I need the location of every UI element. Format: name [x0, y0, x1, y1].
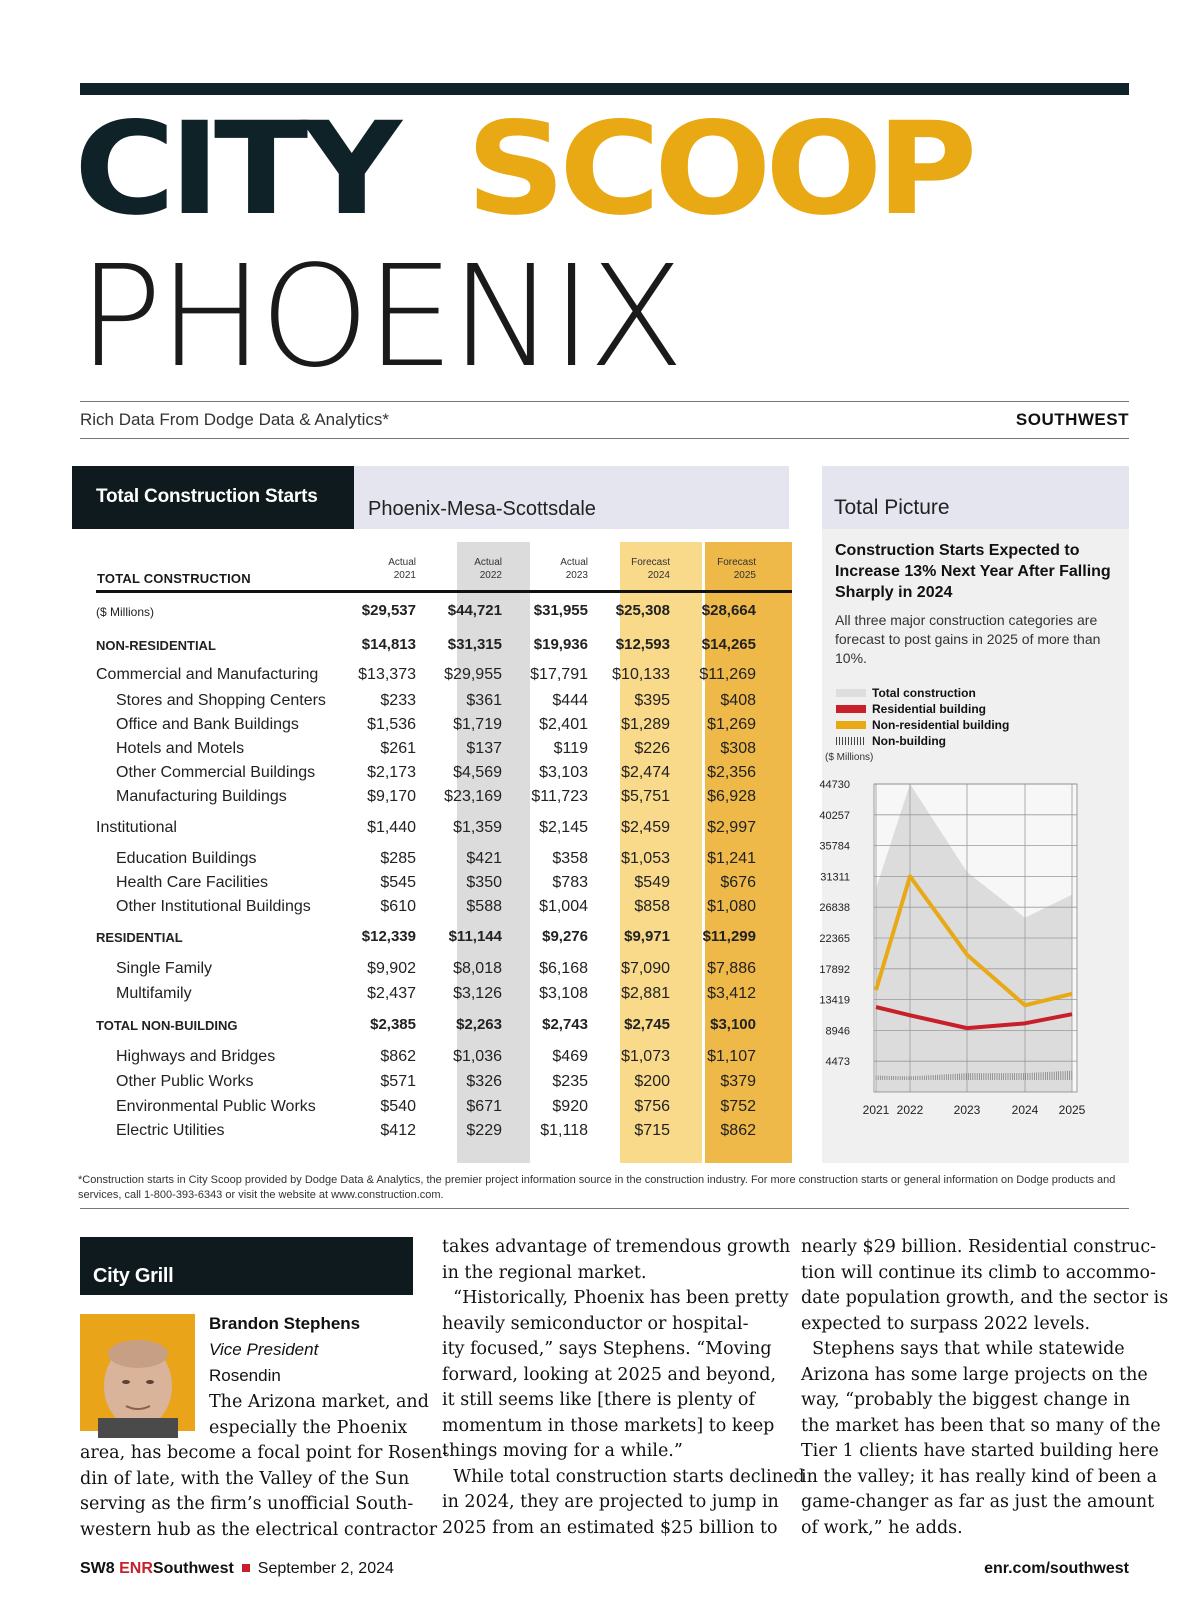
- legend-label: Non-residential building: [872, 718, 1010, 732]
- row-label: Other Institutional Buildings: [116, 898, 311, 915]
- cell-value: $326: [466, 1073, 502, 1090]
- cell-value: $44,721: [447, 602, 502, 619]
- cell-value: $395: [634, 692, 670, 709]
- y-tick-label: 31311: [820, 871, 850, 884]
- cell-value: $229: [466, 1122, 502, 1139]
- cell-value: $31,315: [447, 636, 502, 653]
- cell-value: $25,308: [615, 602, 670, 619]
- cell-value: $862: [380, 1048, 416, 1065]
- table-row: [96, 666, 792, 688]
- row-label: Other Public Works: [116, 1073, 254, 1090]
- cell-value: $1,080: [707, 898, 756, 915]
- article-line: heavily semiconductor or hospital-: [442, 1313, 749, 1334]
- article-line: momentum in those markets] to keep: [442, 1415, 775, 1436]
- table-row: [96, 692, 792, 714]
- footer-folio: [80, 1560, 394, 1578]
- legend-label: Residential building: [872, 702, 987, 716]
- table-row: [96, 850, 792, 872]
- cell-value: $13,373: [358, 666, 416, 683]
- total-picture-header: [822, 466, 1129, 529]
- cell-value: $9,170: [367, 788, 416, 805]
- cell-value: $29,537: [361, 602, 416, 619]
- cell-value: $3,126: [453, 985, 502, 1002]
- cell-value: $19,936: [533, 636, 588, 653]
- cell-value: $1,107: [707, 1048, 756, 1065]
- row-label: Manufacturing Buildings: [116, 788, 287, 805]
- row-label: NON-RESIDENTIAL: [96, 638, 216, 653]
- article-line: date population growth, and the sector is: [801, 1288, 1169, 1308]
- column-kind: Forecast: [717, 557, 756, 568]
- article-line: 2025 from an estimated $25 billion to: [442, 1517, 778, 1538]
- article-line: game-changer as far as just the amount: [801, 1492, 1155, 1512]
- cell-value: $350: [466, 874, 502, 891]
- cell-value: $1,359: [453, 819, 502, 836]
- column-kind: Actual: [388, 557, 416, 568]
- y-tick-label: 44730: [819, 779, 850, 791]
- cell-value: $676: [720, 874, 756, 891]
- cell-value: $1,719: [453, 716, 502, 733]
- cell-value: $2,437: [367, 985, 416, 1002]
- article-line: tion will continue its climb to accommo-: [801, 1262, 1156, 1283]
- cell-value: $920: [552, 1098, 588, 1115]
- subtitle: Rich Data From Dodge Data & Analytics*: [80, 410, 389, 429]
- y-tick-label: 17892: [819, 963, 850, 976]
- y-tick-label: 22365: [819, 933, 850, 945]
- row-label: Stores and Shopping Centers: [116, 692, 326, 709]
- y-axis-label: ($ Millions): [825, 752, 874, 763]
- cell-value: $2,997: [707, 819, 756, 836]
- city-grill-header: [80, 1237, 413, 1295]
- cell-value: $28,664: [701, 602, 756, 619]
- cell-value: $1,269: [707, 716, 756, 733]
- column-header-3: [590, 556, 670, 582]
- cell-value: $11,299: [702, 928, 756, 945]
- row-label: ($ Millions): [96, 605, 155, 619]
- cell-value: $29,955: [444, 666, 502, 683]
- cell-value: $3,412: [707, 985, 756, 1002]
- cell-value: $200: [634, 1073, 670, 1090]
- table-row: [96, 740, 792, 762]
- column-header-1: [422, 556, 502, 582]
- cell-value: $2,356: [707, 764, 756, 781]
- column-header-0: [336, 556, 416, 582]
- footnote: *Construction starts in City Scoop provided by Dodge Data & Analytics, the premier project information source in the construction industry. For more construction starts or general information on Dodge products and services, call 1-800-393-6343 or visit the website at www.construction.com.: [78, 1174, 1116, 1201]
- article-line: the market has been that so many of the: [801, 1415, 1161, 1436]
- cell-value: $1,053: [621, 850, 670, 867]
- row-label: Education Buildings: [116, 850, 257, 867]
- cell-value: $1,536: [367, 716, 416, 733]
- y-tick-label: 26838: [819, 902, 850, 915]
- cell-value: $610: [380, 898, 416, 915]
- row-label: Hotels and Motels: [116, 740, 245, 757]
- cell-value: $3,100: [710, 1016, 756, 1033]
- chart-headline: Construction Starts Expected to Increase 13% Next Year After Falling Sharply in 2024: [835, 542, 1111, 601]
- table-row: [96, 928, 792, 950]
- cell-value: $7,090: [621, 960, 670, 977]
- cell-value: $1,073: [621, 1048, 670, 1065]
- table-row: [96, 1073, 792, 1095]
- brand-enr: ENR: [119, 1560, 153, 1577]
- article-line: ity focused,” says Stephens. “Moving: [442, 1339, 772, 1359]
- article-column-1-top: [209, 1390, 429, 1441]
- cell-value: $11,269: [699, 666, 756, 683]
- cell-value: $2,881: [621, 985, 670, 1002]
- cell-value: $23,169: [444, 788, 502, 805]
- table-header-light: [354, 466, 789, 529]
- cell-value: $1,440: [367, 819, 416, 836]
- cell-value: $8,018: [453, 960, 502, 977]
- x-tick-label: 2024: [1011, 1103, 1039, 1117]
- row-label: Health Care Facilities: [116, 874, 269, 891]
- article-line: “Historically, Phoenix has been pretty: [442, 1288, 789, 1308]
- cell-value: $1,004: [539, 898, 588, 915]
- cell-value: $540: [380, 1098, 416, 1115]
- legend-label: Total construction: [872, 686, 976, 700]
- table-row: [96, 1122, 792, 1144]
- article-column-3: [801, 1235, 1168, 1541]
- article-line: Arizona has some large projects on the: [801, 1364, 1148, 1385]
- cell-value: $9,902: [367, 960, 416, 977]
- cell-value: $308: [720, 740, 756, 757]
- chart-description: All three major construction categories are forecast to post gains in 2025 of more than 10%.: [835, 612, 1101, 666]
- total-picture-title: Total Picture: [834, 496, 950, 519]
- article-column-1: [80, 1441, 448, 1543]
- cell-value: $379: [720, 1073, 756, 1090]
- cell-value: $11,723: [531, 788, 588, 805]
- legend-swatch: [836, 705, 866, 713]
- table-row: [96, 985, 792, 1007]
- separator-square: [242, 1564, 250, 1572]
- x-tick-label: 2021: [862, 1103, 890, 1117]
- cell-value: $9,971: [624, 928, 670, 945]
- cell-value: $412: [380, 1122, 416, 1139]
- article-line: serving as the firm’s unofficial South-: [80, 1494, 414, 1514]
- article-line: nearly $29 billion. Residential construc-: [801, 1237, 1157, 1257]
- y-tick-label: 8946: [825, 1025, 850, 1038]
- cell-value: $444: [552, 692, 588, 709]
- cell-value: $2,173: [367, 764, 416, 781]
- column-year: 2024: [647, 570, 670, 581]
- portrait-photo: [80, 1314, 195, 1431]
- article-line: While total construction starts declined: [442, 1466, 805, 1487]
- article-line: in 2024, they are projected to jump in: [442, 1492, 779, 1512]
- cell-value: $235: [552, 1073, 588, 1090]
- table-row: [96, 716, 792, 738]
- cell-value: $408: [720, 692, 756, 709]
- cell-value: $588: [466, 898, 502, 915]
- cell-value: $2,459: [621, 819, 670, 836]
- article-column-2: [442, 1235, 805, 1541]
- cell-value: $2,263: [456, 1016, 502, 1033]
- article-line: forward, looking at 2025 and beyond,: [442, 1364, 777, 1385]
- cell-value: $715: [634, 1122, 670, 1139]
- column-header-4: [676, 556, 756, 582]
- footer-url: enr.com/southwest: [984, 1560, 1129, 1577]
- row-label: Multifamily: [116, 985, 192, 1002]
- region-label: SOUTHWEST: [1015, 410, 1129, 429]
- cell-value: $14,265: [701, 636, 756, 653]
- legend-label: Non-building: [872, 734, 946, 748]
- y-tick-label: 40257: [819, 809, 850, 822]
- cell-value: $4,569: [453, 764, 502, 781]
- cell-value: $261: [380, 740, 416, 757]
- page-number: SW8: [80, 1560, 115, 1577]
- column-year: 2021: [393, 570, 416, 581]
- cell-value: $1,241: [707, 850, 756, 867]
- cell-value: $858: [634, 898, 670, 915]
- column-kind: Actual: [560, 557, 588, 568]
- column-year: 2023: [565, 570, 588, 581]
- article-line: The Arizona market, and: [209, 1392, 429, 1412]
- cell-value: $1,289: [621, 716, 670, 733]
- divider: [80, 438, 1129, 439]
- cell-value: $783: [552, 874, 588, 891]
- top-rule: [80, 83, 1129, 95]
- article-line: takes advantage of tremendous growth: [442, 1237, 791, 1257]
- article-line: in the valley; it has really kind of been a: [801, 1466, 1158, 1487]
- cell-value: $5,751: [621, 788, 670, 805]
- row-label: Institutional: [96, 819, 177, 836]
- table-row: [96, 1098, 792, 1120]
- table-row: [96, 960, 792, 982]
- title-city: CITY: [74, 95, 396, 244]
- table-row: [96, 764, 792, 786]
- person-name: Brandon Stephens: [209, 1314, 361, 1333]
- table-row: [96, 819, 792, 841]
- article-line: things moving for a while.”: [442, 1441, 683, 1461]
- cell-value: $11,144: [448, 928, 502, 945]
- table-region: Phoenix-Mesa-Scottsdale: [368, 498, 596, 520]
- person-title: Vice President: [209, 1340, 319, 1359]
- cell-value: $752: [720, 1098, 756, 1115]
- cell-value: $6,168: [539, 960, 588, 977]
- cell-value: $2,474: [621, 764, 670, 781]
- cell-value: $6,928: [707, 788, 756, 805]
- table-row: [96, 1016, 792, 1038]
- cell-value: $469: [552, 1048, 588, 1065]
- legend-swatch: [836, 737, 866, 745]
- table-row: [96, 874, 792, 896]
- cell-value: $549: [634, 874, 670, 891]
- column-year: 2025: [733, 570, 756, 581]
- cell-value: $3,108: [539, 985, 588, 1002]
- row-label: Office and Bank Buildings: [116, 716, 299, 733]
- cell-value: $17,791: [530, 666, 588, 683]
- cell-value: $545: [380, 874, 416, 891]
- title-scoop: SCOOP: [466, 95, 971, 244]
- cell-value: $2,145: [539, 819, 588, 836]
- table-rule: [96, 590, 792, 593]
- cell-value: $9,276: [542, 928, 588, 945]
- table-header-dark: [72, 466, 354, 529]
- column-kind: Actual: [474, 557, 502, 568]
- cell-value: $671: [466, 1098, 502, 1115]
- cell-value: $421: [466, 850, 502, 867]
- cell-value: $7,886: [707, 960, 756, 977]
- table-row: [96, 898, 792, 920]
- city-grill-title: City Grill: [93, 1265, 174, 1287]
- row-label: Single Family: [116, 960, 213, 977]
- x-tick-label: 2025: [1058, 1103, 1086, 1117]
- brand-southwest: Southwest: [152, 1560, 234, 1577]
- article-line: Stephens says that while statewide: [801, 1339, 1125, 1359]
- row-label: Electric Utilities: [116, 1122, 225, 1139]
- table-row: [96, 1048, 792, 1070]
- row-label: TOTAL NON-BUILDING: [96, 1018, 238, 1033]
- issue-date: September 2, 2024: [257, 1560, 394, 1577]
- article-line: of work,” he adds.: [801, 1517, 963, 1538]
- table-row: [96, 636, 792, 658]
- cell-value: $1,118: [540, 1122, 588, 1139]
- cell-value: $14,813: [361, 636, 416, 653]
- section-label: TOTAL CONSTRUCTION: [97, 571, 251, 586]
- article-line: expected to surpass 2022 levels.: [801, 1313, 1091, 1334]
- article-line: Tier 1 clients have started building here: [801, 1441, 1159, 1461]
- row-label: RESIDENTIAL: [96, 930, 183, 945]
- table-row: [96, 602, 792, 624]
- cell-value: $12,593: [615, 636, 670, 653]
- column-year: 2022: [479, 570, 502, 581]
- cell-value: $1,036: [453, 1048, 502, 1065]
- x-tick-label: 2023: [953, 1103, 981, 1117]
- cell-value: $358: [552, 850, 588, 867]
- article-line: area, has become a focal point for Rosen-: [80, 1443, 449, 1463]
- city-name: PHOENIX: [78, 236, 681, 399]
- article-line: western hub as the electrical contractor: [80, 1519, 438, 1540]
- article-line: especially the Phoenix: [209, 1417, 408, 1438]
- divider: [80, 1208, 1129, 1209]
- y-tick-label: 13419: [819, 994, 850, 1007]
- y-tick-label: 4473: [825, 1056, 850, 1069]
- cell-value: $233: [380, 692, 416, 709]
- cell-value: $3,103: [539, 764, 588, 781]
- row-label: Highways and Bridges: [116, 1048, 276, 1065]
- cell-value: $2,385: [370, 1016, 416, 1033]
- column-kind: Forecast: [631, 557, 670, 568]
- cell-value: $756: [634, 1098, 670, 1115]
- x-tick-label: 2022: [896, 1103, 924, 1117]
- cell-value: $571: [380, 1073, 416, 1090]
- legend-swatch: [836, 721, 866, 729]
- person-company: Rosendin: [209, 1366, 281, 1385]
- cell-value: $2,401: [539, 716, 588, 733]
- divider: [80, 401, 1129, 402]
- cell-value: $12,339: [361, 928, 416, 945]
- cell-value: $2,743: [542, 1016, 588, 1033]
- column-header-2: [508, 556, 588, 582]
- article-line: in the regional market.: [442, 1262, 647, 1283]
- total-picture-chart: [819, 752, 1129, 1155]
- cell-value: $226: [634, 740, 670, 757]
- cell-value: $10,133: [612, 666, 670, 683]
- row-label: Other Commercial Buildings: [116, 764, 316, 781]
- article-line: way, “probably the biggest change in: [801, 1390, 1131, 1410]
- row-label: Environmental Public Works: [116, 1098, 316, 1115]
- legend-swatch: [836, 689, 866, 697]
- cell-value: $361: [466, 692, 502, 709]
- cell-value: $31,955: [533, 602, 588, 619]
- cell-value: $285: [380, 850, 416, 867]
- row-label: Commercial and Manufacturing: [96, 666, 319, 683]
- cell-value: $137: [466, 740, 502, 757]
- cell-value: $862: [720, 1122, 756, 1139]
- table-title: Total Construction Starts: [96, 486, 318, 507]
- cell-value: $2,745: [624, 1016, 670, 1033]
- y-tick-label: 35784: [819, 840, 850, 853]
- article-line: it still seems like [there is plenty of: [442, 1390, 755, 1410]
- article-line: din of late, with the Valley of the Sun: [80, 1468, 410, 1489]
- cell-value: $119: [553, 740, 588, 757]
- table-row: [96, 788, 792, 810]
